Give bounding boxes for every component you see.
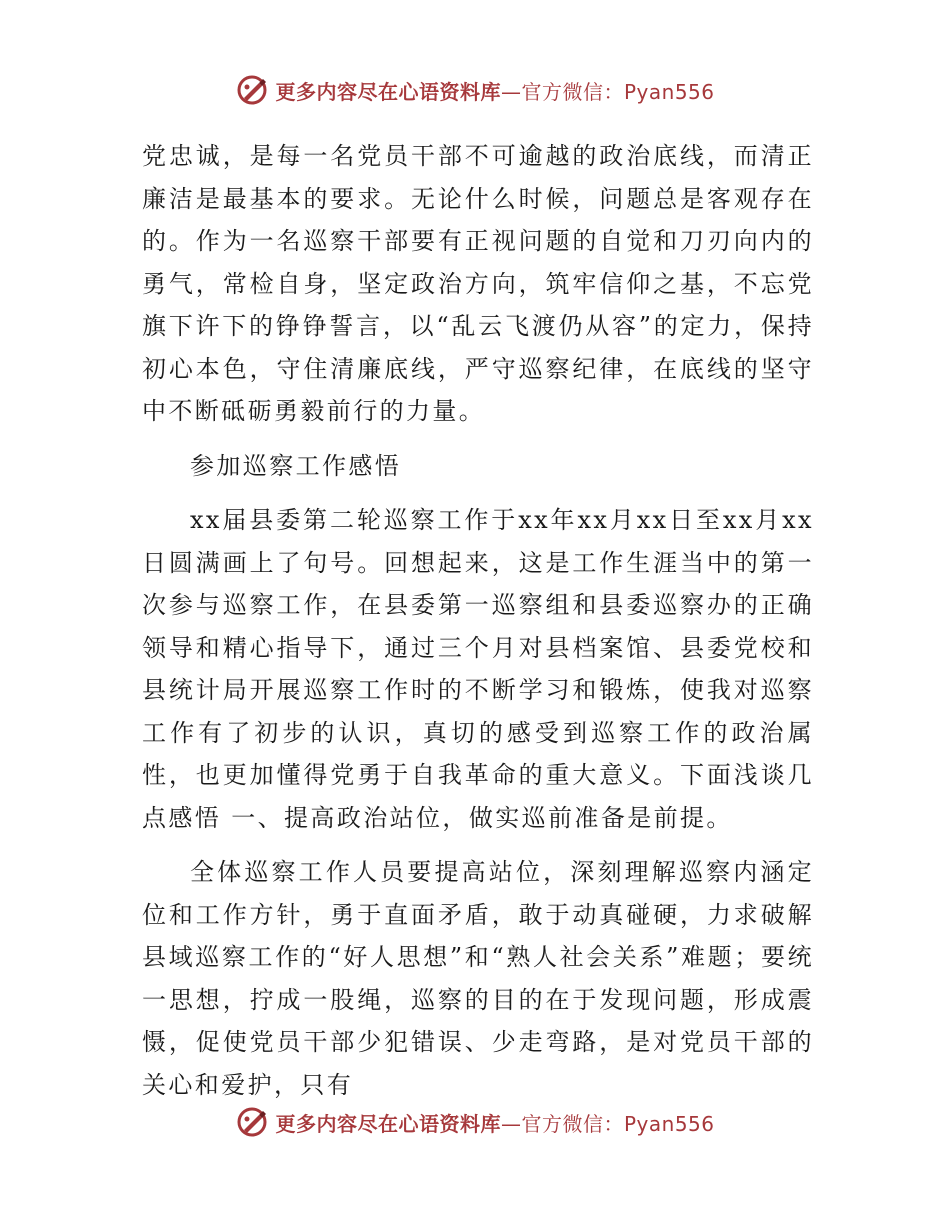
banner-brand: 更多内容尽在心语资料库	[275, 79, 501, 104]
pen-logo-icon	[235, 73, 269, 107]
header-watermark-banner	[0, 68, 950, 112]
document-body	[142, 135, 814, 1106]
banner-wechat-id: Pyan556	[623, 1111, 715, 1136]
paragraph-intro: xx届县委第二轮巡察工作于xx年xx月xx日至xx月xx日圆满画上了句号。回想起来，这是工作生涯当中的第一次参与巡察工作，在县委第一巡察组和县委巡察办的正确领导和精心指导下，通过三个月对县档案馆、县委党校和县统计局开展巡察工作时的不断学习和锻炼，使我对巡察工作有了初步的认识，真切的感受到巡察工作的政治属性，也更加懂得党勇于自我革命的重大意义。下面浅谈几点感悟 一、提高政治站位，做实巡前准备是前提。	[142, 506, 814, 832]
banner-wechat-label: 官方微信：	[521, 1111, 624, 1136]
banner-wechat-label: 官方微信：	[521, 79, 624, 104]
section-title: 参加巡察工作感悟	[190, 451, 402, 480]
banner-text	[275, 76, 714, 105]
banner-text	[275, 1108, 714, 1137]
footer-watermark-banner	[0, 1100, 950, 1144]
banner-brand: 更多内容尽在心语资料库	[275, 1111, 501, 1136]
banner-dash: —	[500, 1111, 522, 1136]
banner-dash: —	[500, 79, 522, 104]
pen-logo-icon	[235, 1105, 269, 1139]
banner-wechat-id: Pyan556	[623, 79, 715, 104]
paragraph-body: 全体巡察工作人员要提高站位，深刻理解巡察内涵定位和工作方针，勇于直面矛盾，敢于动真碰硬，力求破解县域巡察工作的“好人思想”和“熟人社会关系”难题；要统一思想，拧成一股绳，巡察的目的在于发现问题，形成震慑，促使党员干部少犯错误、少走弯路，是对党员干部的关心和爱护，只有	[142, 858, 814, 1099]
paragraph-continuation: 党忠诚，是每一名党员干部不可逾越的政治底线，而清正廉洁是最基本的要求。无论什么时候，问题总是客观存在的。作为一名巡察干部要有正视问题的自觉和刀刃向内的勇气，常检自身，坚定政治方向，筑牢信仰之基，不忘党旗下许下的铮铮誓言，以“乱云飞渡仍从容”的定力，保持初心本色，守住清廉底线，严守巡察纪律，在底线的坚守中不断砥砺勇毅前行的力量。	[142, 142, 814, 425]
